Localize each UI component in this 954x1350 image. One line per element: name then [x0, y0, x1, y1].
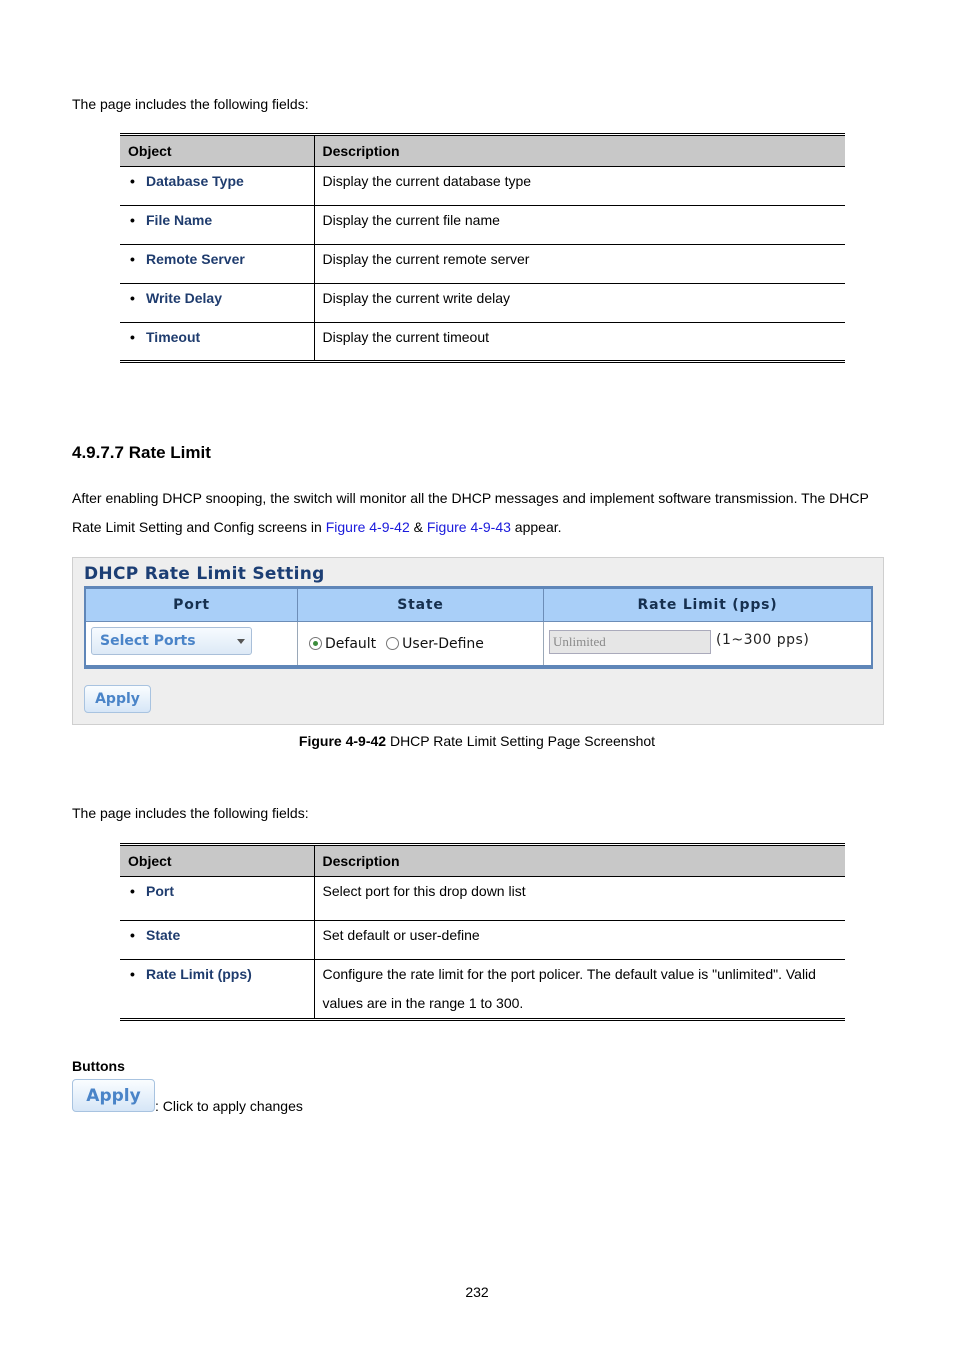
- state-cell: [298, 622, 544, 665]
- figure-link-43[interactable]: Figure 4-9-43: [426, 519, 511, 535]
- object-description: Set default or user-define: [314, 921, 845, 960]
- table-row: • Remote Server Display the current remote server: [120, 245, 845, 284]
- table-row: • File Name Display the current file name: [120, 206, 845, 245]
- grid-header-rate: Rate Limit (pps): [544, 589, 871, 622]
- object-name: File Name: [146, 212, 213, 228]
- object-description: Display the current write delay: [314, 284, 845, 323]
- radio-default[interactable]: [309, 637, 322, 650]
- para-text: After enabling DHCP snooping, the switch will monitor all the DHCP messages and implement software transmission. The DHCP Rate Limit Setting and Config screens in: [72, 490, 869, 535]
- rate-limit-grid: [84, 586, 873, 669]
- col-description-header: Description: [314, 845, 845, 877]
- object-description: Display the current file name: [314, 206, 845, 245]
- object-name: Rate Limit (pps): [146, 966, 252, 982]
- col-object-header: Object: [120, 845, 314, 877]
- fields-table-2: [120, 843, 845, 1021]
- object-name: Database Type: [146, 173, 244, 189]
- para-amp: &: [409, 519, 427, 535]
- chevron-down-icon: [237, 639, 245, 644]
- para-text-end: appear.: [510, 519, 562, 535]
- object-name: Timeout: [146, 329, 201, 345]
- figure-link-42[interactable]: Figure 4-9-42: [325, 519, 410, 535]
- intro-text-1: The page includes the following fields:: [72, 96, 309, 112]
- table-row: • State Set default or user-define: [120, 921, 845, 960]
- page-number: 232: [465, 1284, 489, 1300]
- select-value: Select Ports: [100, 633, 196, 649]
- rate-limit-input[interactable]: Unlimited: [549, 630, 711, 654]
- section-paragraph: [72, 484, 882, 542]
- object-description: Display the current remote server: [314, 245, 845, 284]
- table-row: • Port Select port for this drop down list: [120, 877, 845, 921]
- object-name: Remote Server: [146, 251, 245, 267]
- caption-text: DHCP Rate Limit Setting Page Screenshot: [386, 733, 656, 749]
- object-description: Display the current database type: [314, 167, 845, 206]
- object-name: Write Delay: [146, 290, 222, 306]
- dhcp-rate-limit-panel: [72, 557, 884, 725]
- buttons-heading: Buttons: [72, 1058, 125, 1074]
- rate-range-hint: (1~300 pps): [716, 632, 810, 648]
- intro-text-2: The page includes the following fields:: [72, 805, 309, 821]
- object-description: Configure the rate limit for the port policer. The default value is "unlimited". Valid values are in the range 1 to 300.: [314, 960, 845, 1020]
- grid-header-state: State: [298, 589, 544, 622]
- fields-table-1: [120, 133, 845, 363]
- radio-user-define[interactable]: [386, 637, 399, 650]
- apply-description: : Click to apply changes: [155, 1098, 303, 1114]
- table-row: • Rate Limit (pps) Configure the rate limit for the port policer. The default value is "unlimited". Valid values are in the range 1 to 300.: [120, 960, 845, 1020]
- section-heading: 4.9.7.7 Rate Limit: [72, 443, 211, 462]
- table-row: • Write Delay Display the current write delay: [120, 284, 845, 323]
- caption-label: Figure 4-9-42: [298, 733, 387, 749]
- rate-cell: [544, 622, 871, 665]
- select-ports-dropdown[interactable]: [91, 627, 252, 655]
- port-cell: [86, 622, 298, 665]
- apply-button-sample[interactable]: Apply: [72, 1079, 155, 1112]
- table-row: • Database Type Display the current database type: [120, 167, 845, 206]
- apply-button[interactable]: Apply: [84, 685, 151, 713]
- radio-default-label: Default: [325, 635, 377, 652]
- radio-user-define-label: User-Define: [402, 635, 484, 652]
- col-object-header: Object: [120, 135, 314, 167]
- object-name: Port: [146, 883, 174, 899]
- object-description: Select port for this drop down list: [314, 877, 845, 921]
- figure-caption: [0, 733, 954, 749]
- table-row: • Timeout Display the current timeout: [120, 323, 845, 362]
- grid-header-port: Port: [86, 589, 298, 622]
- object-description: Display the current timeout: [314, 323, 845, 362]
- object-name: State: [146, 927, 181, 943]
- panel-title: DHCP Rate Limit Setting: [84, 564, 325, 584]
- col-description-header: Description: [314, 135, 845, 167]
